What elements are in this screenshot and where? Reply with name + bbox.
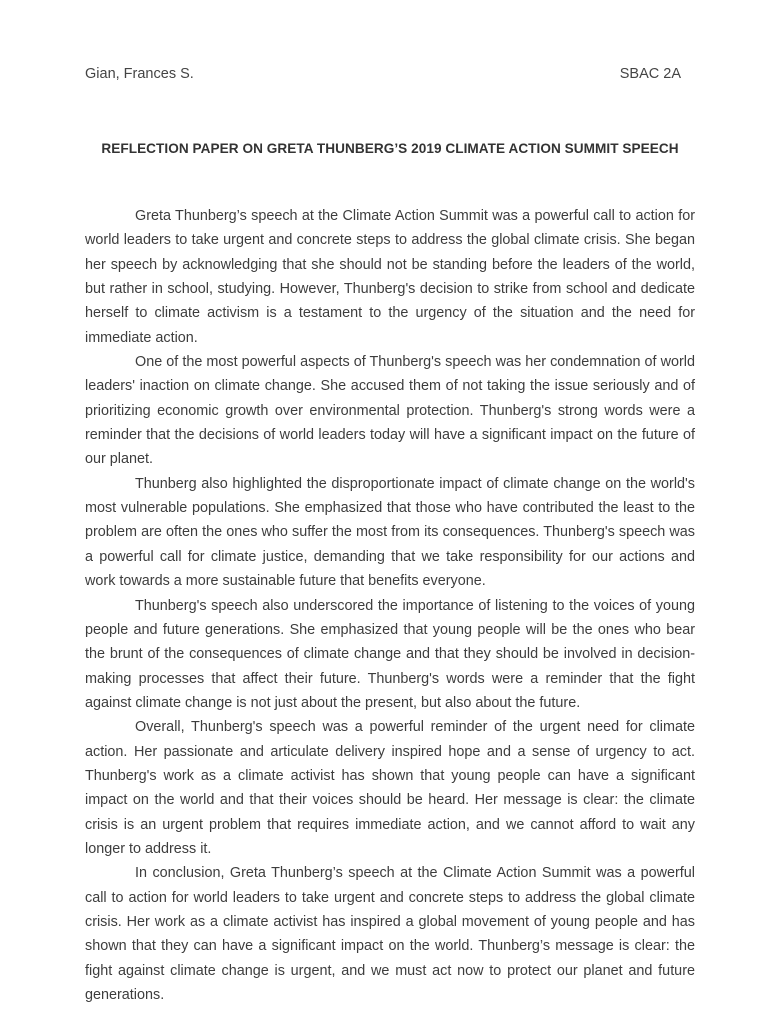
document-header — [85, 66, 681, 82]
paragraph-3: Thunberg also highlighted the disproportionate impact of climate change on the world's most vulnerable populations. She emphasized that those who have contributed the least to the problem are often the ones who suffer the most from its consequences. Thunberg's speech was a powerful call for climate justice, demanding that we take responsibility for our actions and work towards a more sustainable future that benefits everyone. — [85, 475, 695, 590]
paragraph-5: Overall, Thunberg's speech was a powerful reminder of the urgent need for climate action. Her passionate and articulate delivery inspired hope and a sense of urgency to act. Thunberg's work as a climate activist has shown that young people can have a significant impact on the world and that their voices should be heard. Her message is clear: the climate crisis is an urgent problem that requires immediate action, and we cannot afford to wait any longer to address it. — [85, 719, 695, 857]
author-name: Gian, Frances S. — [85, 66, 194, 82]
paper-body — [85, 204, 695, 1007]
paragraph-2: One of the most powerful aspects of Thunberg's speech was her condemnation of world leaders' inaction on climate change. She accused them of not taking the issue seriously and of prioritizing economic growth over environmental protection. Thunberg's strong words were a reminder that the decisions of world leaders today will have a significant impact on the future of our planet. — [85, 354, 695, 468]
paragraph-4: Thunberg's speech also underscored the importance of listening to the voices of young people and future generations. She emphasized that young people will be the ones who bear the brunt of the consequences of climate change and that they should be involved in decision-making processes that affect their future. Thunberg's words were a reminder that the fight against climate change is not just about the present, but also about the future. — [85, 597, 695, 711]
paper-title: REFLECTION PAPER ON GRETA THUNBERG’S 2019 CLIMATE ACTION SUMMIT SPEECH — [101, 141, 679, 156]
paragraph-6: In conclusion, Greta Thunberg’s speech at the Climate Action Summit was a powerful call to action for world leaders to take urgent and concrete steps to address the global climate crisis. Her work as a climate activist has inspired a global movement of young people and has shown that they can have a significant impact on the world. Thunberg’s message is clear: the fight against climate change is urgent, and we must act now to protect our planet and future generations. — [85, 865, 695, 1003]
class-section: SBAC 2A — [619, 66, 681, 82]
paragraph-1: Greta Thunberg’s speech at the Climate Action Summit was a powerful call to action for world leaders to take urgent and concrete steps to address the global climate crisis. She began her speech by acknowledging that she should not be standing before the leaders of the world, but rather in school, studying. However, Thunberg's decision to strike from school and dedicate herself to climate activism is a testament to the urgency of the situation and the need for immediate action. — [85, 208, 695, 346]
